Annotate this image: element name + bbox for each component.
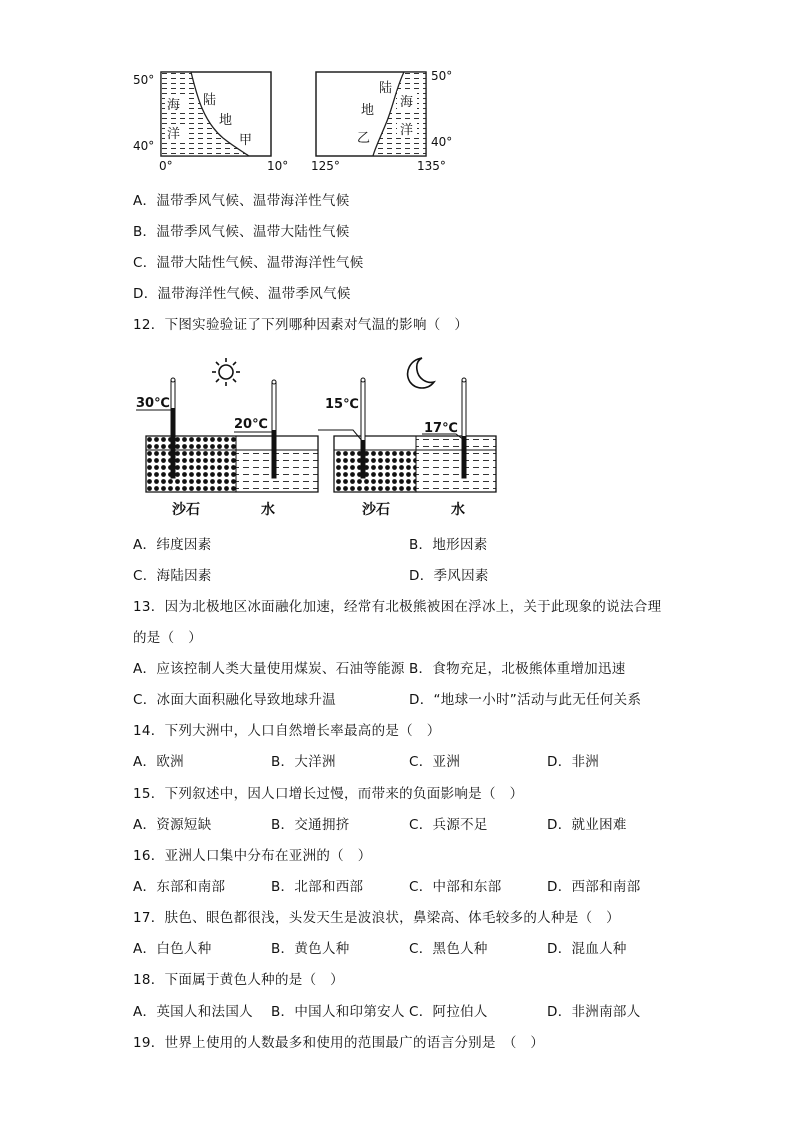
right-lon-left: 125°: [311, 159, 340, 173]
q16-stem: 16．亚洲人口集中分布在亚洲的（ ）: [133, 848, 372, 864]
q17-option-c[interactable]: C．黑色人种: [409, 941, 488, 957]
q15-option-b[interactable]: B．交通拥挤: [271, 817, 350, 833]
night-water-temp: 17℃: [424, 421, 458, 436]
q19-stem: 19．世界上使用的人数最多和使用的范围最广的语言分别是 （ ）: [133, 1035, 545, 1051]
q12-option-c[interactable]: C．海陆因素: [133, 568, 212, 584]
q12-option-b[interactable]: B．地形因素: [409, 537, 488, 553]
q18-option-a[interactable]: A．英国人和法国人: [133, 1004, 253, 1020]
q16-option-b[interactable]: B．北部和西部: [271, 879, 364, 895]
right-land-label-1: 陆: [379, 81, 393, 96]
climate-map-figure: [125, 66, 465, 178]
q13-option-a[interactable]: A．应该控制人类大量使用煤炭、石油等能源: [133, 661, 405, 677]
left-land-label-1: 陆: [203, 93, 217, 108]
night-setup: [318, 358, 496, 518]
left-land-label-2: 地: [219, 113, 233, 128]
day-sand-label: 沙石: [172, 502, 200, 518]
q11-option-d[interactable]: D．温带海洋性气候、温带季风气候: [133, 286, 351, 302]
q11-option-a[interactable]: A．温带季风气候、温带海洋性气候: [133, 193, 350, 209]
q18-option-b[interactable]: B．中国人和印第安人: [271, 1004, 405, 1020]
day-sand-temp: 30℃: [136, 396, 170, 411]
left-place-label: 甲: [239, 133, 253, 148]
q12-option-a[interactable]: A．纬度因素: [133, 537, 212, 553]
left-lat-top: 50°: [133, 73, 155, 87]
right-land-label-2: 地: [361, 103, 375, 118]
q13-option-b[interactable]: B．食物充足，北极熊体重增加迅速: [409, 661, 626, 677]
q13-stem-line-2: 的是（ ）: [133, 630, 202, 646]
q18-option-d[interactable]: D．非洲南部人: [547, 1004, 641, 1020]
left-lon-right: 10°: [267, 159, 289, 173]
q14-option-a[interactable]: A．欧洲: [133, 754, 184, 770]
q12-option-d[interactable]: D．季风因素: [409, 568, 489, 584]
moon-icon: [408, 358, 434, 388]
q15-stem: 15．下列叙述中，因人口增长过慢，而带来的负面影响是（ ）: [133, 786, 524, 802]
right-sea-label-1: 海: [400, 95, 414, 110]
right-lat-top: 50°: [431, 69, 453, 83]
day-setup: [136, 358, 318, 518]
night-sand-temp: 15℃: [325, 397, 359, 412]
q17-option-d[interactable]: D．混血人种: [547, 941, 627, 957]
right-map: [311, 69, 452, 173]
q11-option-b[interactable]: B．温带季风气候、温带大陆性气候: [133, 224, 350, 240]
q14-stem: 14．下列大洲中，人口自然增长率最高的是（ ）: [133, 723, 441, 739]
right-lat-bottom: 40°: [431, 135, 453, 149]
q13-stem-line-1: 13．因为北极地区冰面融化加速，经常有北极熊被困在浮冰上，关于此现象的说法合理: [133, 599, 662, 615]
left-lat-bottom: 40°: [133, 139, 155, 153]
q15-option-a[interactable]: A．资源短缺: [133, 817, 212, 833]
left-sea-label-2: 洋: [167, 127, 181, 142]
night-sand-label: 沙石: [362, 502, 390, 518]
q17-option-b[interactable]: B．黄色人种: [271, 941, 350, 957]
right-lon-right: 135°: [417, 159, 446, 173]
q16-option-d[interactable]: D．西部和南部: [547, 879, 641, 895]
left-map: [133, 72, 288, 173]
night-water-label: 水: [451, 502, 465, 518]
q11-option-c[interactable]: C．温带大陆性气候、温带海洋性气候: [133, 255, 364, 271]
right-sea-label-2: 洋: [400, 123, 414, 138]
right-place-label: 乙: [357, 131, 371, 146]
q18-option-c[interactable]: C．阿拉伯人: [409, 1004, 488, 1020]
left-sea-label-1: 海: [167, 98, 181, 113]
q14-option-b[interactable]: B．大洋洲: [271, 754, 336, 770]
heating-experiment-figure: [132, 352, 502, 522]
q14-option-d[interactable]: D．非洲: [547, 754, 600, 770]
q14-option-c[interactable]: C．亚洲: [409, 754, 461, 770]
q16-option-c[interactable]: C．中部和东部: [409, 879, 502, 895]
q18-stem: 18．下面属于黄色人种的是（ ）: [133, 972, 344, 988]
q12-stem: 12．下图实验验证了下列哪种因素对气温的影响（ ）: [133, 317, 469, 333]
day-water-label: 水: [261, 502, 275, 518]
q13-option-c[interactable]: C．冰面大面积融化导致地球升温: [133, 692, 336, 708]
left-lon-left: 0°: [159, 159, 173, 173]
q16-option-a[interactable]: A．东部和南部: [133, 879, 226, 895]
q15-option-c[interactable]: C．兵源不足: [409, 817, 488, 833]
q17-option-a[interactable]: A．白色人种: [133, 941, 212, 957]
day-water-temp: 20℃: [234, 417, 268, 432]
q13-option-d[interactable]: D．“地球一小时”活动与此无任何关系: [409, 692, 642, 708]
q17-stem: 17．肤色、眼色都很浅，头发天生是波浪状，鼻梁高、体毛较多的人种是（ ）: [133, 910, 620, 926]
q15-option-d[interactable]: D．就业困难: [547, 817, 627, 833]
sun-icon: [212, 358, 240, 386]
